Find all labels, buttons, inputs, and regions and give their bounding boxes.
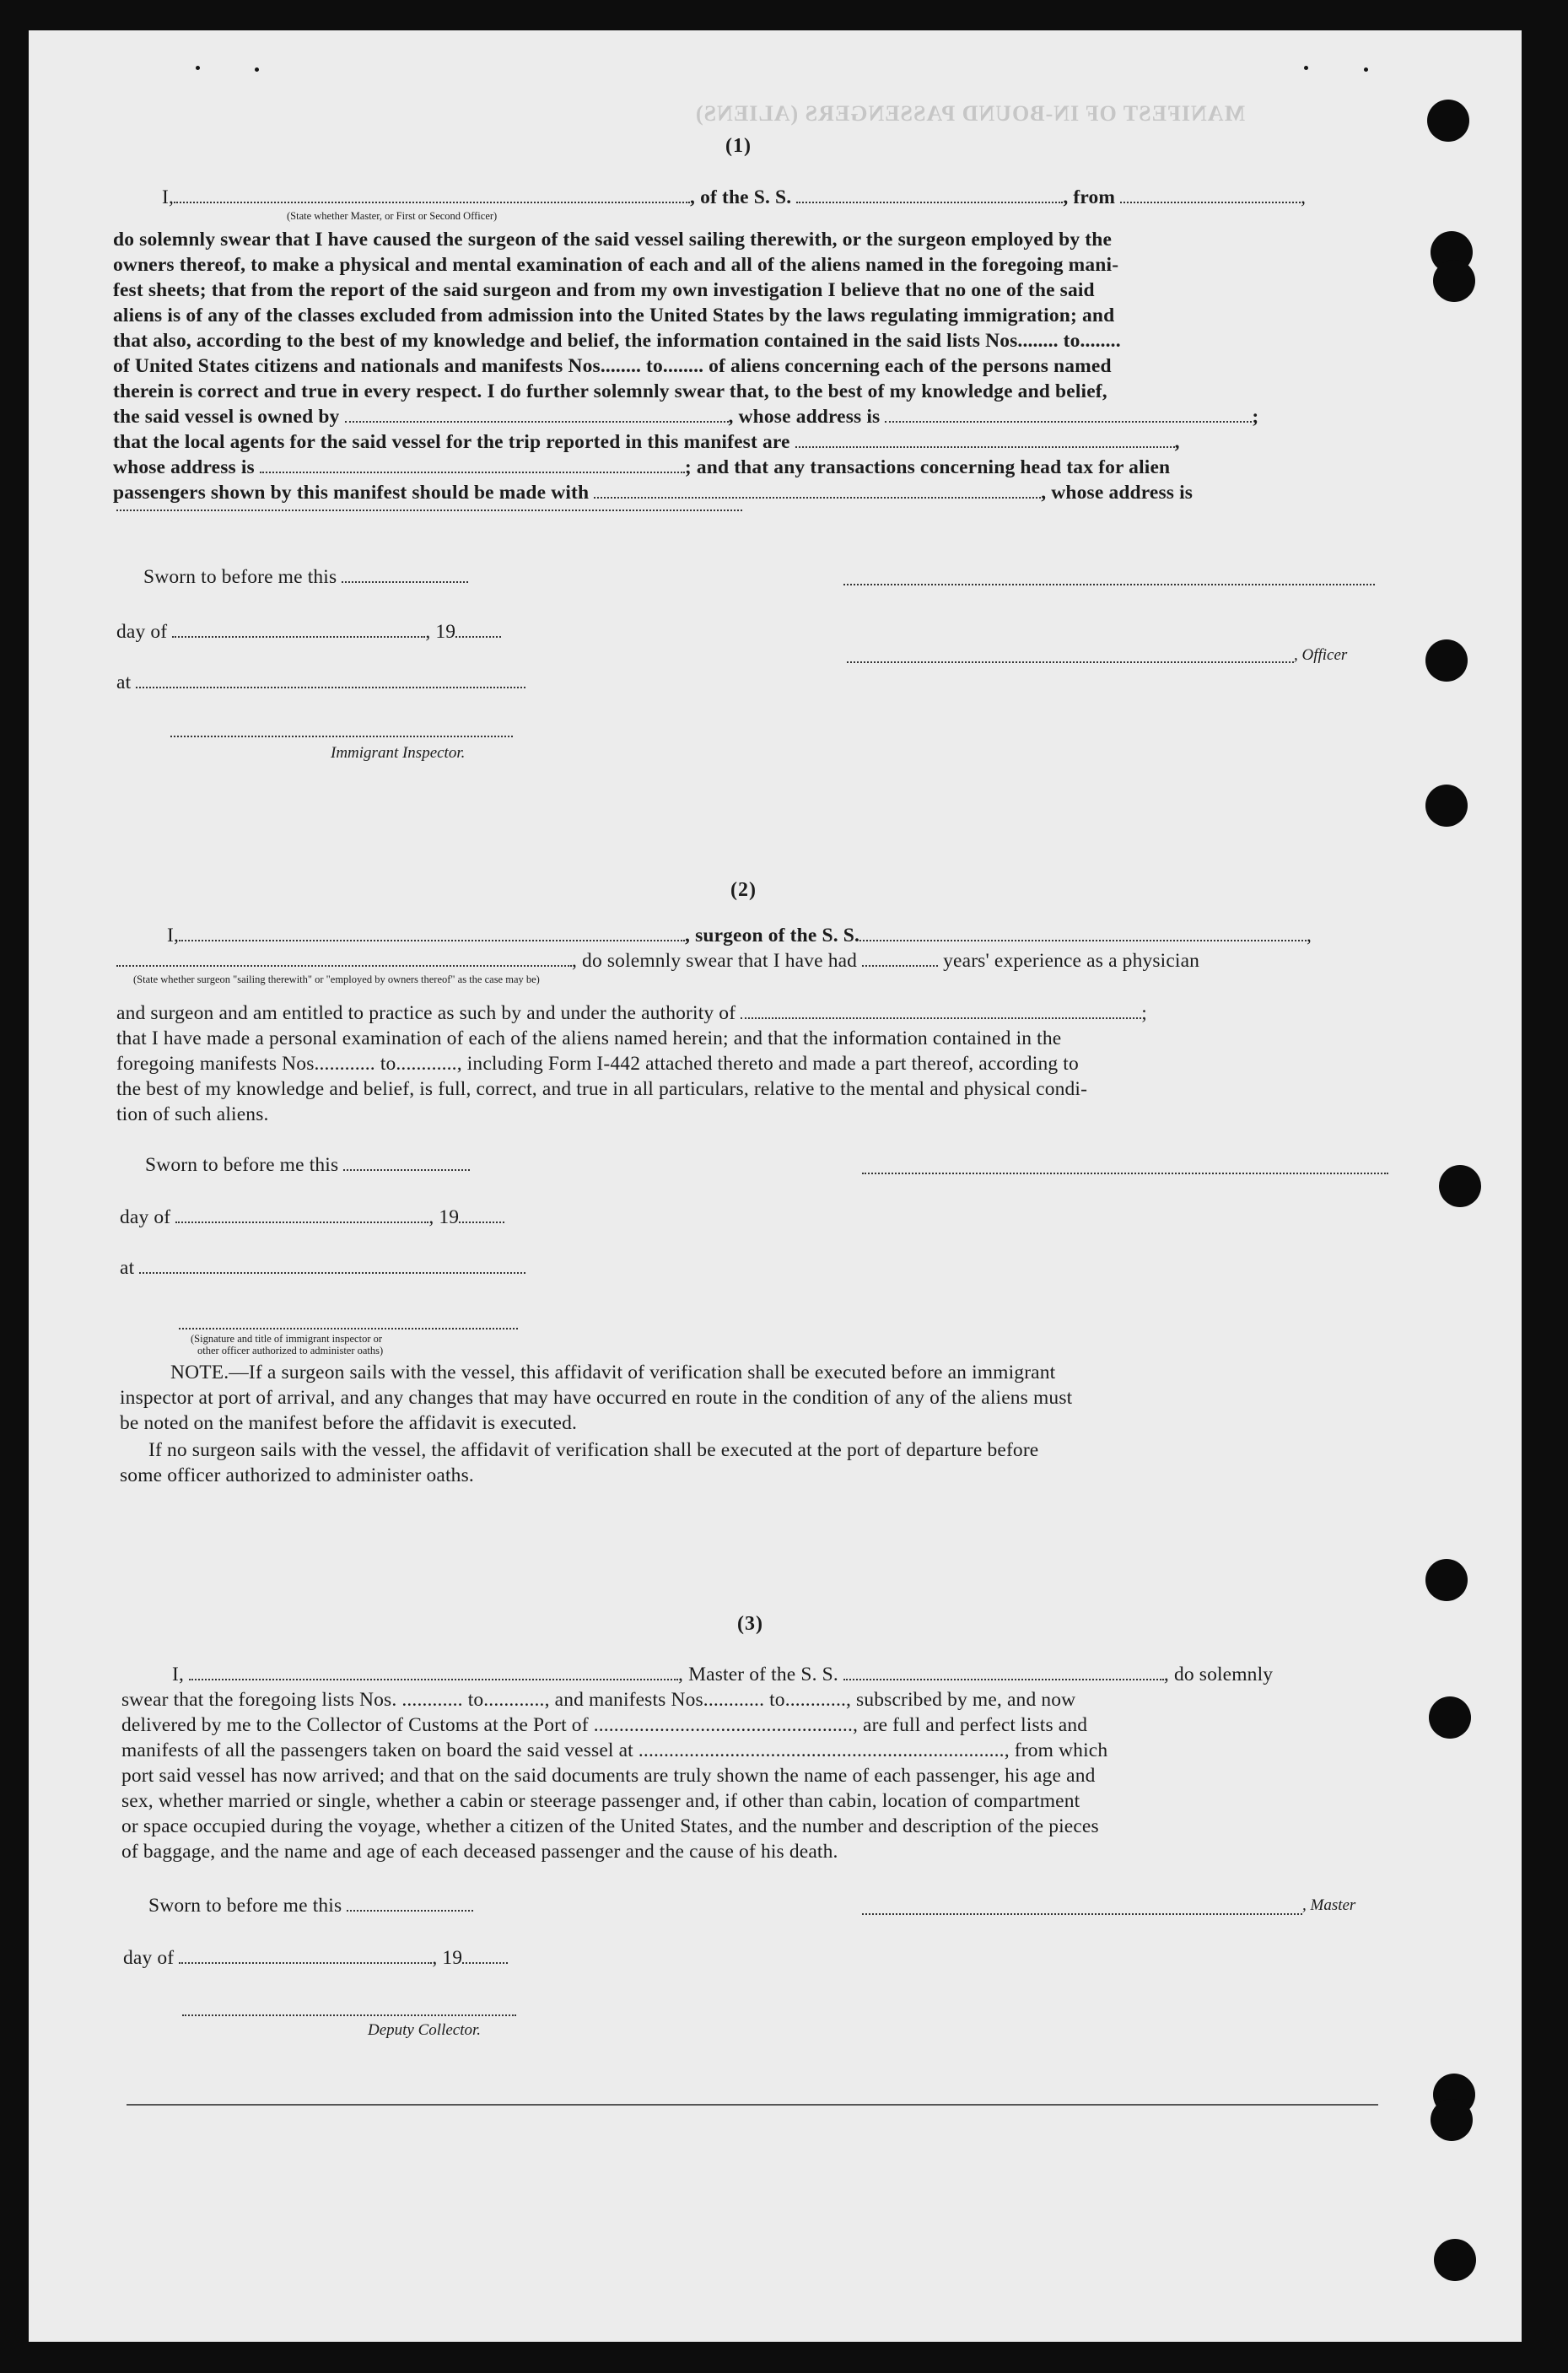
year-field[interactable] <box>462 1945 508 1964</box>
sworn-line <box>143 564 468 590</box>
binder-hole <box>1425 639 1468 682</box>
whose-address-label: whose address is <box>113 456 255 478</box>
s1-body-line: aliens is of any of the classes excluded from admission into the United States by the laws regulating immigration; and <box>113 305 1115 326</box>
inspector-caption: Immigrant Inspector. <box>331 744 466 762</box>
surgeon-name-field[interactable] <box>179 923 685 941</box>
ship-name-field[interactable] <box>843 1662 1164 1680</box>
sworn-day-field[interactable] <box>343 1152 470 1171</box>
s3-body-line: or space occupied during the voyage, whether a citizen of the United States, and the number and description of the pieces <box>121 1815 1099 1837</box>
departure-port-field[interactable] <box>1120 185 1301 203</box>
s2-experience-line <box>116 948 1199 973</box>
s1-body-line: therein is correct and true in every respect. I do further solemnly swear that, to the best of my knowledge and belief, <box>113 380 1107 402</box>
master-name-field[interactable] <box>189 1662 678 1680</box>
agents-address-field[interactable] <box>260 455 685 473</box>
from-label: , from <box>1063 186 1116 208</box>
note-line: inspector at port of arrival, and any changes that may have occurred en route in the condition of any of the aliens must <box>120 1387 1073 1409</box>
binder-hole <box>1431 2099 1473 2141</box>
sworn-label: Sworn to before me this <box>145 1154 339 1176</box>
bleed-through-header: MANIFEST OF IN-BOUND PASSENGERS (ALIENS) <box>695 101 1246 126</box>
day-of-line <box>123 1945 508 1971</box>
i-prefix: I, <box>162 186 175 208</box>
at-place-field[interactable] <box>136 670 525 688</box>
signature-caption: (Signature and title of immigrant inspector or <box>191 1333 383 1345</box>
deputy-caption: Deputy Collector. <box>368 2021 482 2039</box>
s2-body-line: foregoing manifests Nos............ to............, including Form I-442 attached thereto and made a part thereof, according to <box>116 1053 1079 1075</box>
note-line: If no surgeon sails with the vessel, the affidavit of verification shall be executed at the port of departure before <box>148 1439 1039 1461</box>
master-signature-line[interactable] <box>862 1913 1302 1915</box>
note-line: some officer authorized to administer oaths. <box>120 1464 474 1486</box>
sworn-line <box>148 1893 473 1918</box>
day-of-line <box>116 619 501 644</box>
section-number: (2) <box>730 879 757 901</box>
s3-body-line: delivered by me to the Collector of Customs at the Port of ..................................................., are full and perfect lists and <box>121 1714 1088 1736</box>
years-exp-label: years' experience as a physician <box>943 950 1200 972</box>
s1-oath-header-line: I, , of the S. S. , from , <box>162 186 1307 208</box>
officer-rank-field[interactable] <box>174 185 690 203</box>
local-agents-label: that the local agents for the said vessel for the trip reported in this manifest are <box>113 431 790 453</box>
authority-label: and surgeon and am entitled to practice as such by and under the authority of <box>116 1002 736 1024</box>
owner-field[interactable] <box>345 404 729 423</box>
do-solemnly-label: , do solemnly swear that I have had <box>572 950 858 972</box>
state-whether-caption: (State whether surgeon "sailing therewith" or "employed by owners thereof" as the case may be) <box>133 973 540 985</box>
day-of-line <box>120 1205 504 1230</box>
binder-hole <box>1425 1559 1468 1601</box>
officer-caption: , Officer <box>1294 646 1348 664</box>
inspector-signature-line[interactable] <box>170 736 513 737</box>
s1-local-agents-line: that the local agents for the said vessel for the trip reported in this manifest are , <box>113 431 1180 453</box>
binder-hole <box>1439 1165 1481 1207</box>
form-page <box>29 30 1522 2342</box>
day-of-month-field[interactable] <box>175 1205 428 1223</box>
s3-body-line: swear that the foregoing lists Nos. ............ to............, and manifests Nos............ to............, subscribed by me, and now <box>121 1689 1076 1711</box>
whose-address-label: , whose address is <box>728 406 881 428</box>
s2-header-line: I, , surgeon of the S. S. , <box>167 925 1312 947</box>
binder-hole <box>1433 260 1475 302</box>
sworn-line <box>145 1152 470 1178</box>
s2-body-line: tion of such aliens. <box>116 1103 269 1125</box>
surgeon-signature-line[interactable] <box>862 1173 1388 1174</box>
year-label: , 19 <box>432 1947 463 1969</box>
passengers-label: passengers shown by this manifest should be made with <box>113 482 590 504</box>
section-number: (1) <box>725 135 752 157</box>
s1-body-line: that also, according to the best of my knowledge and belief, the information contained in the said lists Nos........ to........ <box>113 330 1121 352</box>
s2-authority-line: and surgeon and am entitled to practice as such by and under the authority of ; <box>116 1002 1147 1024</box>
binder-hole <box>1434 2239 1476 2281</box>
i-prefix: I, <box>172 1664 185 1685</box>
s1-passengers-line <box>113 480 1193 505</box>
of-ss-label: , of the S. S. <box>690 186 792 208</box>
master-of-label: , Master of the S. S. <box>678 1664 838 1685</box>
year-label: , 19 <box>425 621 456 643</box>
i-prefix: I, <box>167 925 180 947</box>
authority-field[interactable] <box>741 1000 1141 1019</box>
head-tax-address-field[interactable] <box>116 510 742 511</box>
s2-body-line: that I have made a personal examination of each of the aliens named herein; and that the information contained in the <box>116 1027 1062 1049</box>
master-caption: , Master <box>1302 1896 1356 1914</box>
day-of-label: day of <box>120 1206 171 1228</box>
s1-body-line: owners thereof, to make a physical and mental examination of each and all of the aliens named in the foregoing mani- <box>113 254 1119 276</box>
s3-body-line: of baggage, and the name and age of each deceased passenger and the cause of his death. <box>121 1841 838 1863</box>
year-field[interactable] <box>459 1205 504 1223</box>
corner-mark <box>1364 67 1368 72</box>
s2-body-line: the best of my knowledge and belief, is full, correct, and true in all particulars, relative to the mental and physical condi- <box>116 1078 1088 1100</box>
local-agents-field[interactable] <box>795 429 1175 448</box>
s1-body-line: of United States citizens and nationals and manifests Nos........ to........ of aliens concerning each of the persons named <box>113 355 1112 377</box>
do-solemnly-label: , do solemnly <box>1163 1664 1274 1685</box>
s3-header-line <box>172 1662 1273 1687</box>
day-of-month-field[interactable] <box>179 1945 432 1964</box>
s3-body-line: port said vessel has now arrived; and that on the said documents are truly shown the name of each passenger, his age and <box>121 1765 1096 1787</box>
corner-mark <box>196 66 200 70</box>
s3-body-line: manifests of all the passengers taken on board the said vessel at ........................................................................, from which <box>121 1739 1108 1761</box>
state-whether-caption: (State whether Master, or First or Second Officer) <box>287 210 498 222</box>
at-label: at <box>120 1257 135 1279</box>
owner-address-field[interactable] <box>885 404 1252 423</box>
at-line <box>116 670 525 695</box>
s3-body-line: sex, whether married or single, whether a cabin or steerage passenger and, if other than cabin, location of compartment <box>121 1790 1080 1812</box>
sworn-day-field[interactable] <box>347 1893 473 1912</box>
binder-hole <box>1429 1696 1471 1739</box>
binder-hole <box>1425 785 1468 827</box>
year-label: , 19 <box>428 1206 460 1228</box>
owned-by-label: the said vessel is owned by <box>113 406 340 428</box>
sworn-label: Sworn to before me this <box>143 566 337 588</box>
officer-signature-line[interactable] <box>847 661 1294 663</box>
signature-caption: other officer authorized to administer oaths) <box>197 1345 384 1356</box>
ship-name-field[interactable] <box>796 185 1063 203</box>
surgeon-of-label: , surgeon of the S. S. <box>685 925 860 947</box>
section-number: (3) <box>737 1613 763 1635</box>
corner-mark <box>255 67 259 72</box>
ship-name-field[interactable] <box>859 923 1307 941</box>
bottom-rule <box>127 2104 1378 2106</box>
head-tax-party-field[interactable] <box>594 480 1041 499</box>
at-label: at <box>116 671 132 693</box>
transactions-label: ; and that any transactions concerning head tax for alien <box>684 456 1171 478</box>
s1-body-line: do solemnly swear that I have caused the surgeon of the said vessel sailing therewith, or the surgeon employed by the <box>113 229 1113 251</box>
at-place-field[interactable] <box>139 1255 525 1274</box>
whose-address-label: , whose address is <box>1041 482 1194 504</box>
day-of-month-field[interactable] <box>172 619 425 638</box>
officer-signature-top-line[interactable] <box>843 584 1375 585</box>
inspector-signature-line[interactable] <box>179 1328 518 1329</box>
years-experience-field[interactable] <box>862 948 938 967</box>
year-field[interactable] <box>455 619 501 638</box>
surgeon-status-field[interactable] <box>116 948 572 967</box>
note-line: be noted on the manifest before the affidavit is executed. <box>120 1412 578 1434</box>
deputy-signature-line[interactable] <box>182 2014 516 2016</box>
s1-address-line <box>113 455 1170 480</box>
corner-mark <box>1304 66 1308 70</box>
binder-hole <box>1427 100 1469 142</box>
note-line: NOTE.—If a surgeon sails with the vessel, this affidavit of verification shall be executed before an immigrant <box>170 1362 1056 1383</box>
day-of-label: day of <box>116 621 168 643</box>
at-line <box>120 1255 525 1281</box>
sworn-label: Sworn to before me this <box>148 1895 342 1917</box>
day-of-label: day of <box>123 1947 175 1969</box>
s1-body-line: fest sheets; that from the report of the said surgeon and from my own investigation I believe that no one of the said <box>113 279 1095 301</box>
s1-owned-by-line: the said vessel is owned by , whose address is ; <box>113 406 1259 428</box>
sworn-day-field[interactable] <box>342 564 468 583</box>
